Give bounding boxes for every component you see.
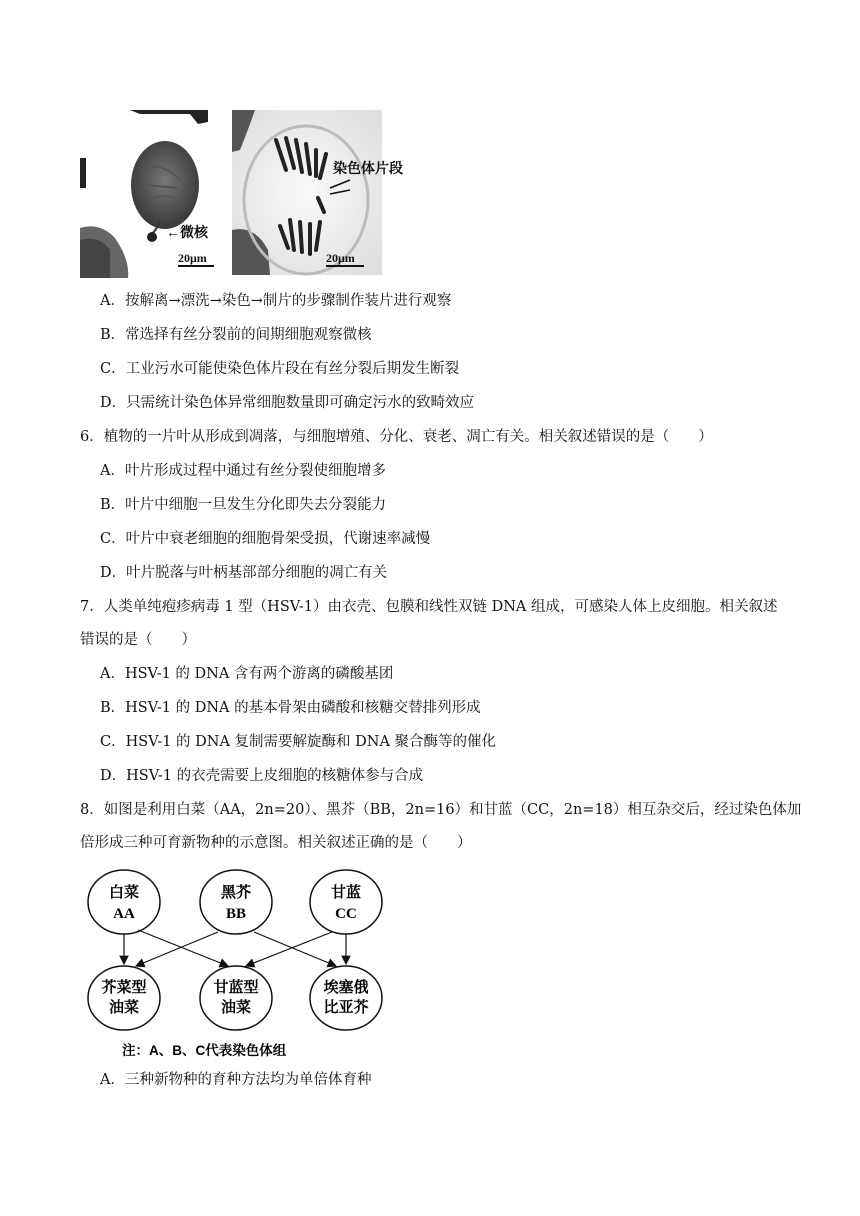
parent-baicai (88, 870, 160, 934)
svg-text:油菜: 油菜 (108, 999, 140, 1016)
fragment-label: 染色体片段 (333, 160, 403, 176)
hybridization-diagram (78, 860, 398, 1070)
left-micrograph-panel (80, 110, 230, 278)
parent-ganlan (310, 870, 382, 934)
q8-stem-line1: 8．如图是利用白菜（AA，2n=20）、黑芥（BB，2n=16）和甘蓝（CC，2n=18）相互杂交后，经过染色体加 (80, 802, 802, 818)
q6-stem: 6．植物的一片叶从形成到凋落，与细胞增殖、分化、衰老、凋亡有关。相关叙述错误的是（ ） (80, 429, 713, 445)
q7-option-a: A．HSV-1 的 DNA 含有两个游离的磷酸基团 (100, 666, 394, 682)
q6-option-a: A．叶片形成过程中通过有丝分裂使细胞增多 (100, 463, 386, 479)
svg-text:埃塞俄: 埃塞俄 (323, 979, 369, 996)
q5-option-b: B．常选择有丝分裂前的间期细胞观察微核 (100, 327, 372, 343)
q6-option-c: C．叶片中衰老细胞的细胞骨架受损，代谢速率减慢 (100, 531, 431, 547)
svg-text:BB: BB (225, 906, 247, 922)
cross-arrows (124, 930, 346, 966)
micronucleus (147, 232, 157, 242)
q8-stem-line2: 倍形成三种可育新物种的示意图。相关叙述正确的是（ ） (80, 835, 472, 851)
scale-label-right: 20μm (326, 251, 355, 265)
cell-nucleus (131, 141, 199, 229)
svg-text:白菜: 白菜 (108, 884, 140, 901)
q7-option-c: C．HSV-1 的 DNA 复制需要解旋酶和 DNA 聚合酶等的催化 (100, 734, 497, 750)
scale-label-left: 20μm (178, 251, 207, 265)
species-jiecai-youcai (88, 966, 160, 1030)
svg-text:油菜: 油菜 (220, 999, 252, 1016)
svg-text:CC: CC (335, 906, 357, 922)
species-aisaieyajie (310, 966, 382, 1030)
q5-option-d: D．只需统计染色体异常细胞数量即可确定污水的致畸效应 (100, 395, 475, 411)
q7-stem-line2: 错误的是（ ） (80, 632, 196, 648)
q6-option-d: D．叶片脱落与叶柄基部部分细胞的凋亡有关 (100, 565, 388, 581)
micrograph-figure (80, 110, 425, 278)
q7-stem-line1: 7．人类单纯疱疹病毒 1 型（HSV-1）由衣壳、包膜和线性双链 DNA 组成，可感染人体上皮细胞。相关叙述 (80, 599, 778, 615)
q7-option-d: D．HSV-1 的衣壳需要上皮细胞的核糖体参与合成 (100, 768, 424, 784)
q7-option-b: B．HSV-1 的 DNA 的基本骨架由磷酸和核糖交替排列形成 (100, 700, 481, 716)
svg-text:AA: AA (113, 906, 135, 922)
q6-option-b: B．叶片中细胞一旦发生分化即失去分裂能力 (100, 497, 387, 513)
svg-text:甘蓝型: 甘蓝型 (213, 979, 259, 996)
micronucleus-label: ←微核 (166, 224, 208, 240)
q8-option-a: A．三种新物种的育种方法均为单倍体育种 (100, 1072, 372, 1088)
svg-text:甘蓝: 甘蓝 (330, 884, 362, 901)
svg-text:比亚芥: 比亚芥 (323, 999, 369, 1016)
q5-option-c: C．工业污水可能使染色体片段在有丝分裂后期发生断裂 (100, 361, 460, 377)
svg-text:芥菜型: 芥菜型 (101, 979, 147, 996)
species-ganlan-youcai (200, 966, 272, 1030)
q5-option-a: A．按解离→漂洗→染色→制片的步骤制作装片进行观察 (100, 293, 452, 309)
svg-text:黑芥: 黑芥 (220, 884, 252, 901)
parent-heijie (200, 870, 272, 934)
diagram-note: 注：A、B、C代表染色体组 (122, 1043, 287, 1058)
right-micrograph-panel (232, 110, 403, 275)
